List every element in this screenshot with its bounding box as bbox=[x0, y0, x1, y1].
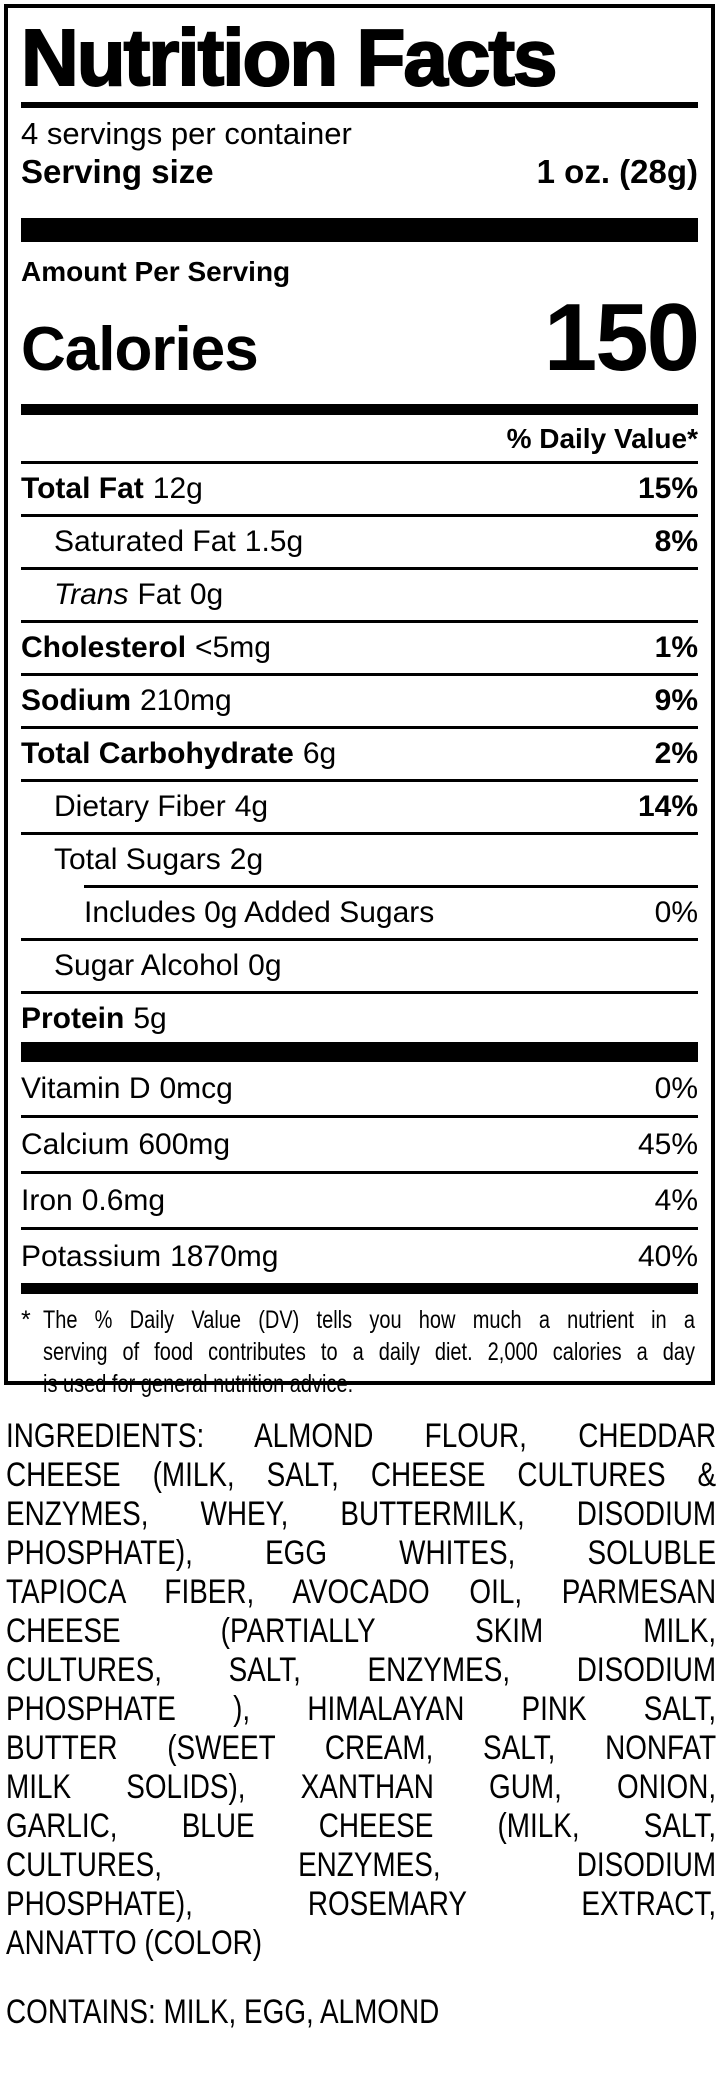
vitamin-amount: 1870mg bbox=[170, 1240, 279, 1273]
serving-size-value: 1 oz. (28g) bbox=[536, 153, 698, 190]
ingredients-line: PHOSPHATE ), HIMALAYAN PINK SALT, bbox=[6, 1690, 717, 1728]
daily-value-header: % Daily Value* bbox=[21, 415, 698, 464]
vitamin-row-potassium bbox=[21, 1230, 698, 1283]
serving-size-label: Serving size bbox=[21, 153, 214, 190]
ingredients-line: CULTURES, SALT, ENZYMES, DISODIUM bbox=[6, 1651, 717, 1689]
vitamin-row-iron bbox=[21, 1174, 698, 1230]
ingredients-line: TAPIOCA FIBER, AVOCADO OIL, PARMESAN bbox=[6, 1573, 717, 1611]
medium-divider-bar bbox=[21, 404, 698, 415]
footnote-line: The % Daily Value (DV) tells you how much a nutrient in a bbox=[43, 1306, 695, 1334]
thick-divider-bar bbox=[21, 218, 698, 242]
footnote-line: serving of food contributes to a daily diet. 2,000 calories a day bbox=[43, 1338, 695, 1366]
nutrient-row-total-fat bbox=[21, 464, 698, 517]
serving-size-row bbox=[21, 152, 698, 202]
vitamin-name: Potassium bbox=[21, 1240, 162, 1273]
thick-divider-bar bbox=[21, 1042, 698, 1062]
nutrient-row-total-sugars bbox=[21, 835, 698, 885]
nutrient-dv: 2% bbox=[654, 737, 698, 770]
ingredients-line: CHEESE (MILK, SALT, CHEESE CULTURES & bbox=[6, 1456, 717, 1494]
contains-statement: CONTAINS: MILK, EGG, ALMOND bbox=[6, 1993, 440, 2031]
nutrient-name: Dietary Fiber bbox=[54, 790, 226, 823]
medium-divider-bar bbox=[21, 1283, 698, 1294]
calories-row bbox=[21, 284, 698, 398]
nutrient-name: Saturated Fat bbox=[54, 525, 236, 558]
nutrient-amount: 6g bbox=[302, 737, 337, 770]
label-title: Nutrition Facts bbox=[21, 8, 698, 108]
nutrient-amount: 1.5g bbox=[244, 525, 304, 558]
nutrient-name: Sodium bbox=[21, 684, 131, 717]
nutrient-row-added-sugars bbox=[84, 885, 698, 938]
nutrient-row-dietary-fiber bbox=[21, 782, 698, 835]
ingredients-line: PHOSPHATE), EGG WHITES, SOLUBLE bbox=[6, 1534, 717, 1572]
vitamin-name: Calcium bbox=[21, 1128, 130, 1161]
nutrient-name: Sugar Alcohol bbox=[54, 949, 240, 982]
nutrient-row-sodium bbox=[21, 676, 698, 729]
footnote-line: is used for general nutrition advice. bbox=[43, 1370, 354, 1398]
nutrient-row-protein bbox=[21, 994, 698, 1042]
vitamin-dv: 45% bbox=[637, 1128, 698, 1161]
vitamin-amount: 0.6mg bbox=[81, 1184, 166, 1217]
ingredients-line: CULTURES, ENZYMES, DISODIUM bbox=[6, 1846, 717, 1884]
vitamin-amount: 600mg bbox=[138, 1128, 231, 1161]
nutrient-row-saturated-fat bbox=[21, 517, 698, 570]
ingredients-line: PHOSPHATE), ROSEMARY EXTRACT, bbox=[6, 1885, 717, 1923]
vitamin-row-vitamin-d bbox=[21, 1062, 698, 1118]
nutrient-name-italic: Trans bbox=[54, 578, 129, 611]
nutrient-dv: 14% bbox=[637, 790, 698, 823]
vitamin-amount: 0mcg bbox=[159, 1072, 233, 1105]
nutrient-amount: 4g bbox=[234, 790, 269, 823]
nutrient-row-total-carbohydrate bbox=[21, 729, 698, 782]
footnote-asterisk: * bbox=[21, 1306, 31, 1334]
nutrient-amount: 210mg bbox=[140, 684, 232, 717]
nutrient-name: Total Fat bbox=[21, 472, 144, 505]
nutrient-row-trans-fat bbox=[21, 570, 698, 623]
ingredients-line: CHEESE (PARTIALLY SKIM MILK, bbox=[6, 1612, 717, 1650]
vitamin-row-calcium bbox=[21, 1118, 698, 1174]
nutrient-dv: 1% bbox=[654, 631, 698, 664]
daily-value-footnote bbox=[21, 1294, 698, 1400]
nutrient-amount: 12g bbox=[152, 472, 203, 505]
ingredients-line: MILK SOLIDS), XANTHAN GUM, ONION, bbox=[6, 1768, 717, 1806]
nutrient-dv: 15% bbox=[637, 472, 698, 505]
ingredients-line: ENZYMES, WHEY, BUTTERMILK, DISODIUM bbox=[6, 1495, 717, 1533]
nutrient-amount: 5g bbox=[133, 1002, 167, 1035]
nutrient-amount: <5mg bbox=[195, 631, 271, 664]
nutrient-name: Includes 0g Added Sugars bbox=[84, 896, 435, 929]
ingredients-line: BUTTER (SWEET CREAM, SALT, NONFAT bbox=[6, 1729, 717, 1767]
nutrient-dv: 0% bbox=[654, 896, 698, 929]
ingredients-line: INGREDIENTS: ALMOND FLOUR, CHEDDAR bbox=[6, 1417, 717, 1455]
nutrient-name: Protein bbox=[21, 1002, 125, 1035]
nutrient-row-cholesterol bbox=[21, 623, 698, 676]
calories-label: Calories bbox=[21, 315, 258, 384]
nutrient-amount: 0g bbox=[248, 949, 282, 982]
vitamin-dv: 4% bbox=[654, 1184, 698, 1217]
nutrient-amount: 0g bbox=[189, 578, 224, 611]
nutrient-name: Total Carbohydrate bbox=[21, 737, 294, 770]
nutrient-name: Fat bbox=[137, 578, 181, 611]
nutrient-row-sugar-alcohol bbox=[21, 941, 698, 994]
ingredients-line: GARLIC, BLUE CHEESE (MILK, SALT, bbox=[6, 1807, 717, 1845]
vitamin-name: Vitamin D bbox=[21, 1072, 151, 1105]
nutrient-dv: 9% bbox=[654, 684, 698, 717]
nutrient-amount: 2g bbox=[229, 843, 264, 876]
vitamin-dv: 0% bbox=[654, 1072, 698, 1105]
ingredients-line: ANNATTO (COLOR) bbox=[6, 1924, 263, 1962]
amount-per-serving: Amount Per Serving bbox=[21, 256, 291, 287]
nutrient-name: Cholesterol bbox=[21, 631, 187, 664]
servings-per-container: 4 servings per container bbox=[21, 116, 352, 151]
nutrient-dv: 8% bbox=[654, 525, 698, 558]
nutrient-name: Total Sugars bbox=[54, 843, 221, 876]
vitamin-name: Iron bbox=[21, 1184, 73, 1217]
calories-value: 150 bbox=[543, 284, 698, 391]
nutrition-facts-label bbox=[4, 4, 715, 1398]
ingredients-paragraph bbox=[6, 1417, 716, 1963]
vitamin-dv: 40% bbox=[637, 1240, 698, 1273]
